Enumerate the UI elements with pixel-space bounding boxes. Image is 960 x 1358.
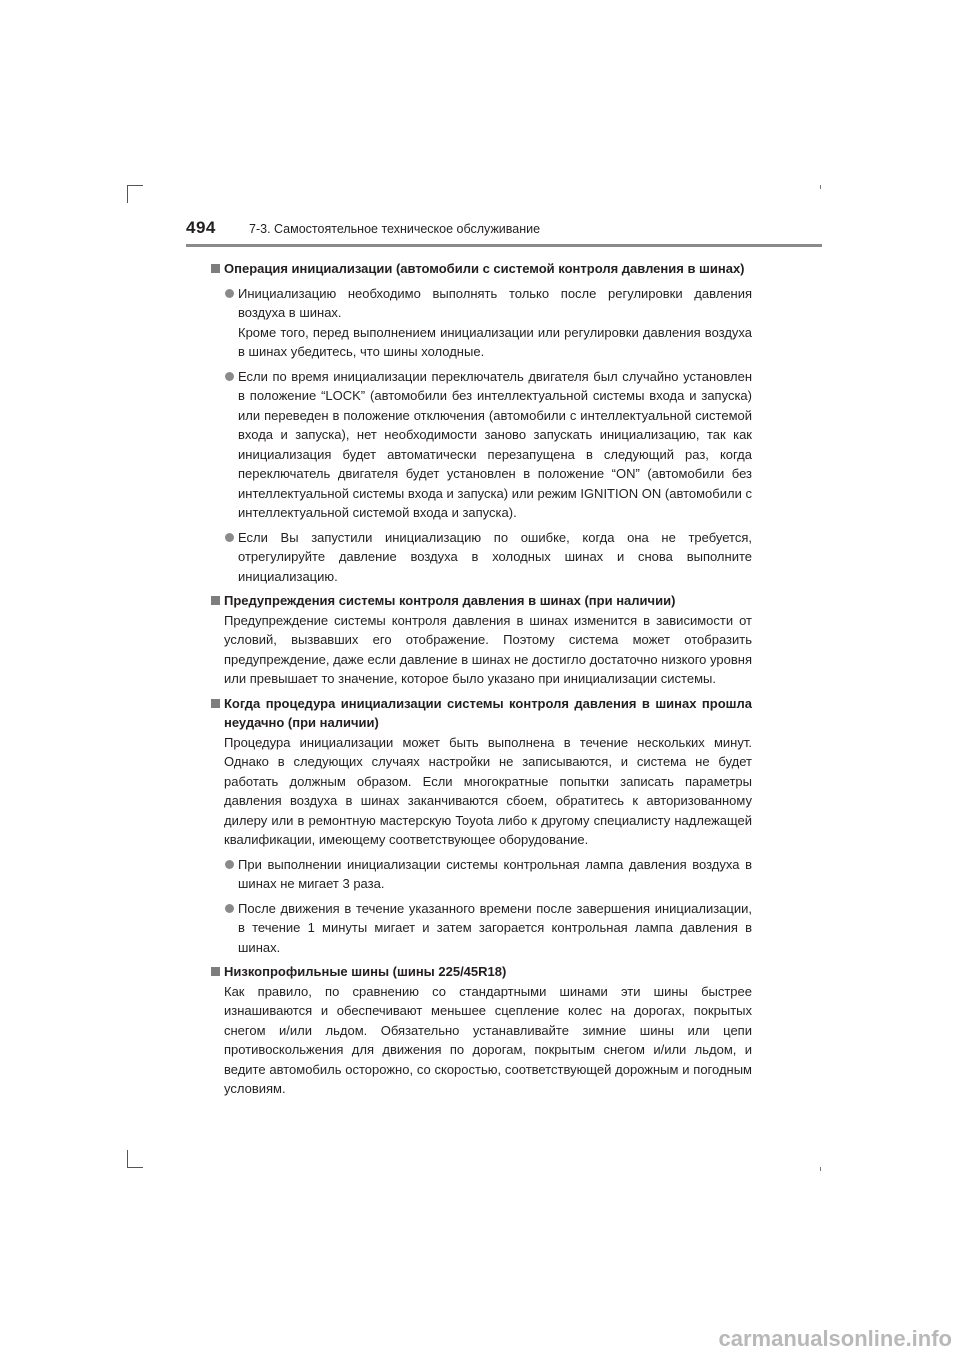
section-heading: Когда процедура инициализации системы контроля давления в шинах прошла неудачно (при наличии) (211, 694, 752, 733)
bullet-item (211, 367, 752, 523)
paragraph: Кроме того, перед выполнением инициализации или регулировки давления воздуха в шинах убедитесь, что шины холодные. (238, 324, 752, 359)
bullet-item (211, 855, 752, 894)
section-heading: Низкопрофильные шины (шины 225/45R18) (211, 962, 752, 982)
section-heading: Операция инициализации (автомобили с системой контроля давления в шинах) (211, 259, 752, 279)
page-content (211, 254, 752, 1099)
crop-mark-top-right (820, 185, 821, 189)
header-rule (186, 244, 822, 247)
section-heading: Предупреждения системы контроля давления в шинах (при наличии) (211, 591, 752, 611)
paragraph: Предупреждение системы контроля давления в шинах изменится в зависимости от условий, вызвавших его отображение. Поэтому система может отобразить предупреждение, даже если давление в шинах не достигло достаточно низкого уровня или превышает то значение, которое было указано при инициализации системы. (224, 612, 752, 686)
crop-mark-bottom-left-h (127, 1167, 143, 1168)
paragraph: После движения в течение указанного времени после завершения инициализации, в течение 1 минуты мигает и затем загорается контрольная лампа давления в шинах. (238, 900, 752, 955)
crop-mark-top-left-h (127, 185, 143, 186)
crop-mark-top-left-v (127, 185, 128, 203)
paragraph: Как правило, по сравнению со стандартными шинами эти шины быстрее изнашиваются и обеспечивают меньшее сцепление колес на дорогах, покрытых снегом и/или льдом. Обязательно устанавливайте зимние шины или цепи противоскольжения для движения по дорогам, покрытым снегом и/или льдом, и ведите автомобиль осторожно, со скоростью, соответствующей дорожным и погодным условиям. (224, 983, 752, 1096)
paragraph: При выполнении инициализации системы контрольная лампа давления воздуха в шинах не мигает 3 раза. (238, 856, 752, 891)
watermark: carmanualsonline.info (718, 1326, 952, 1351)
paragraph: Инициализацию необходимо выполнять только после регулировки давления воздуха в шинах. (238, 285, 752, 320)
page-number: 494 (186, 218, 216, 237)
paragraph: Если по время инициализации переключатель двигателя был случайно установлен в положение “LOCK” (автомобили без интеллектуальной системы входа и запуска) или переведен в положение отключения (автомобили с интеллектуальной системой входа и запуска), нет необходимости заново запускать инициализацию, так как инициализация будет автоматически перезапущена в следующий раз, когда переключатель двигателя будет установлен в положение “ON” (автомобили без интеллектуальной системы входа и запуска) или режим IGNITION ON (автомобили с интеллектуальной системой входа и запуска). (238, 368, 752, 520)
bullet-item (211, 899, 752, 958)
crop-mark-bottom-right (820, 1167, 821, 1171)
bullet-item (211, 528, 752, 587)
section-title: 7-3. Самостоятельное техническое обслуживание (249, 222, 541, 236)
crop-mark-bottom-left-v (127, 1150, 128, 1168)
bullet-item (211, 284, 752, 362)
paragraph: Если Вы запустили инициализацию по ошибке, когда она не требуется, отрегулируйте давление воздуха в холодных шинах и снова выполните инициализацию. (238, 529, 752, 584)
paragraph: Процедура инициализации может быть выполнена в течение нескольких минут. Однако в следующих случаях настройки не записываются, и система не будет работать должным образом. Если многократные попытки записать параметры давления воздуха в шинах заканчиваются сбоем, обратитесь к авторизованному дилеру или в ремонтную мастерскую Toyota либо к другому специалисту надлежащей квалификации, имеющему соответствующее оборудование. (224, 734, 752, 847)
